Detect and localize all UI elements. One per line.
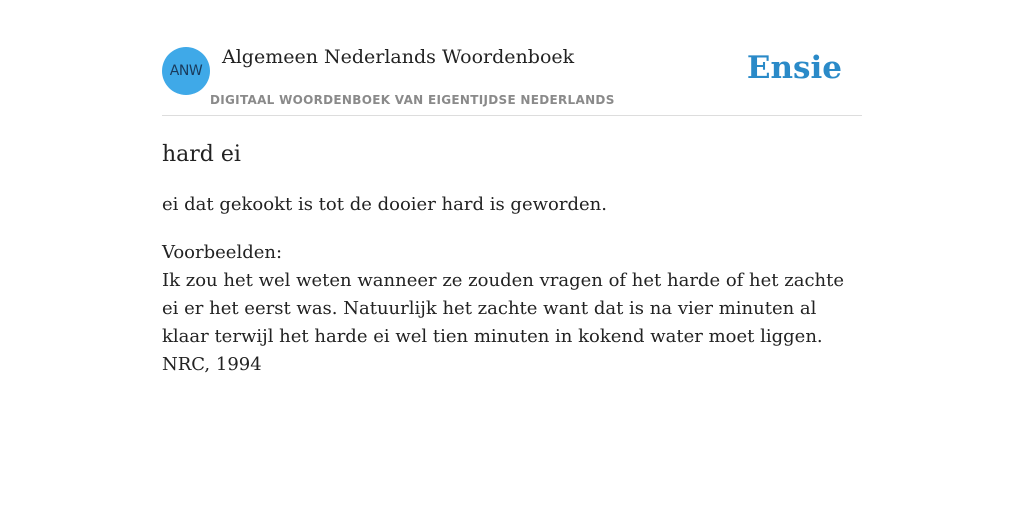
examples-section [162, 239, 862, 379]
source-title[interactable]: Algemeen Nederlands Woordenboek [222, 46, 575, 68]
entry-term: hard ei [162, 142, 241, 167]
anw-logo[interactable] [162, 47, 210, 95]
entry-definition: ei dat gekookt is tot de dooier hard is geworden. [162, 194, 607, 215]
examples-label: Voorbeelden: [162, 242, 283, 263]
anw-logo-text: ANW [169, 63, 203, 79]
example-text: Ik zou het wel weten wanneer ze zouden vragen of het harde of het zachte ei er het eerst was. Natuurlijk het zachte want dat is na vier minuten al klaar terwijl het harde ei wel tien minuten in kokend water moet liggen. [162, 270, 845, 347]
source-subtitle: DIGITAAL WOORDENBOEK VAN EIGENTIJDSE NEDERLANDS [210, 93, 615, 107]
entry-card [162, 40, 862, 379]
ensie-brand-link[interactable]: Ensie [746, 50, 842, 86]
example-source: NRC, 1994 [162, 354, 262, 375]
entry-header [162, 40, 862, 116]
